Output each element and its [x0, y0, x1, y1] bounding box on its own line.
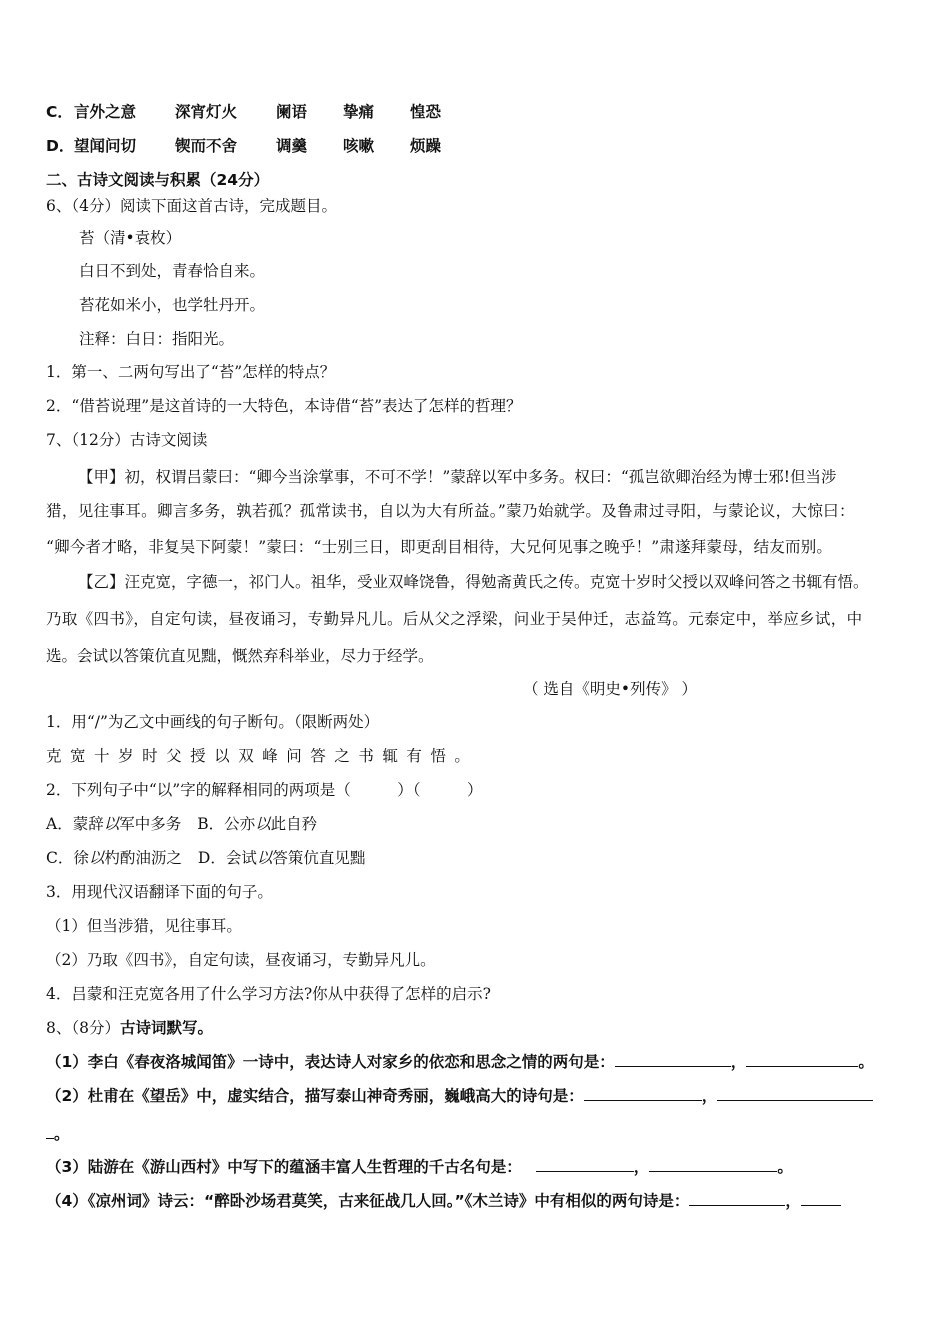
period: 。: [858, 1053, 874, 1071]
option-a-yi: 以: [103, 815, 120, 833]
q8-item-1: [46, 1052, 874, 1072]
option-c-pre: C．徐: [46, 849, 89, 867]
comma: ，: [701, 1087, 718, 1105]
q8-item-2-text: （2）杜甫在《望岳》中，虚实结合，描写泰山神奇秀丽，巍峨高大的诗句是：: [46, 1087, 584, 1105]
q8-item-4: [46, 1191, 841, 1211]
option-d: [198, 849, 365, 867]
option-d-row: [46, 136, 441, 156]
option-c-item: 惶恐: [410, 103, 442, 121]
answer-blank[interactable]: [649, 1157, 777, 1172]
q7-title: 7、（12分）古诗文阅读: [46, 431, 208, 449]
q7-sub-1-sentence: 克宽十岁时父授以双峰问答之书辄有悟。: [46, 747, 479, 765]
option-a: [46, 815, 181, 833]
passage-jia-line: [78, 467, 906, 487]
comma: ，: [730, 1053, 747, 1071]
option-b: [197, 815, 317, 833]
poem-line-2: 苔花如米小，也学牡丹开。: [79, 296, 266, 314]
q7-options-cd: [46, 848, 365, 868]
q6-sub-2: 2．“借苔说理”是这首诗的一大特色，本诗借“苔”表达了怎样的哲理？: [46, 397, 522, 415]
q6-sub-1: 1．第一、二两句写出了“苔”怎样的特点？: [46, 363, 336, 381]
comma: ，: [633, 1158, 650, 1176]
option-d-pre: D．会试: [197, 849, 257, 867]
option-c-label: C．: [46, 103, 73, 121]
passage-source: （ 选自《明史•列传》 ）: [523, 680, 697, 698]
option-a-post: 军中多务: [119, 815, 182, 833]
answer-blank[interactable]: [46, 1124, 54, 1139]
q8-title-number: 8、（8分）: [46, 1019, 120, 1037]
poem-line-1: 白日不到处，青春恰自来。: [79, 262, 266, 280]
option-b-pre: B．公亦: [197, 815, 256, 833]
passage-text: 【甲】初，权谓吕蒙曰：“卿今当涂掌事，不可不学！”蒙辞以军中多务。权曰：“孤岂欲卿治经为博士邪!但当涉: [78, 468, 837, 486]
q8-item-2-cont: [46, 1124, 70, 1144]
passage-yi-line: 乃取《四书》，自定句读，昼夜诵习，专勤异凡儿。后从父之浮梁，问业于吴仲迁，志益笃。元泰定中，举应乡试，中: [46, 610, 863, 628]
option-c: [46, 849, 182, 867]
q7-options-ab: [46, 814, 317, 834]
option-d-item: 烦躁: [410, 137, 442, 155]
q8-title: [46, 1018, 213, 1038]
option-d-item: 锲而不舍: [175, 137, 238, 155]
option-c-item: 阑语: [276, 103, 308, 121]
answer-blank[interactable]: [584, 1086, 702, 1101]
option-c-item: 挚痛: [343, 103, 375, 121]
q8-title-text: 古诗词默写。: [119, 1019, 213, 1037]
answer-blank[interactable]: [746, 1052, 858, 1067]
q8-item-1-text: （1）李白《春夜洛城闻笛》一诗中，表达诗人对家乡的依恋和思念之情的两句是：: [46, 1053, 615, 1071]
option-d-label: D．: [46, 137, 75, 155]
comma: ，: [785, 1192, 801, 1210]
passage-jia-line: “卿今者才略，非复吴下阿蒙！”蒙曰：“士别三日，即更刮目相待，大兄何见事之晚乎！”肃遂拜蒙母，结友而别。: [46, 538, 833, 556]
q7-sub-3-1: （1）但当涉猎，见往事耳。: [46, 917, 242, 935]
q7-sub-3: 3．用现代汉语翻译下面的句子。: [46, 883, 273, 901]
q7-sub-2: 2．下列句子中“以”字的解释相同的两项是（ ）（ ）: [46, 781, 483, 799]
option-d-yi: 以: [256, 849, 273, 867]
option-d-item: 调羹: [276, 137, 308, 155]
option-d-item: 咳嗽: [343, 137, 375, 155]
option-b-yi: 以: [255, 815, 271, 833]
answer-blank[interactable]: [536, 1157, 634, 1172]
option-c-item: 言外之意: [74, 103, 137, 121]
q8-item-2: [46, 1086, 873, 1106]
option-c-row: [46, 102, 441, 122]
option-a-pre: A．蒙辞: [46, 815, 104, 833]
section-2-heading: 二、古诗文阅读与积累（24分）: [46, 171, 270, 189]
q8-item-3: [46, 1157, 793, 1177]
q8-item-4-text: （4）《凉州词》诗云：“醉卧沙场君莫笑，古来征战几人回。”《木兰诗》中有相似的两句诗是：: [46, 1192, 690, 1210]
option-d-post: 答策伉直见黜: [272, 849, 366, 867]
period: 。: [54, 1125, 70, 1143]
answer-blank[interactable]: [689, 1191, 785, 1206]
option-c-yi: 以: [88, 849, 105, 867]
q7-sub-1: 1．用“/”为乙文中画线的句子断句。（限断两处）: [46, 713, 380, 731]
poem-title: 苔（清•袁枚）: [79, 229, 182, 247]
option-c-post: 杓酌油沥之: [104, 849, 182, 867]
answer-blank[interactable]: [801, 1191, 841, 1206]
poem-note: 注释：白日：指阳光。: [79, 330, 235, 348]
q7-sub-4: 4．吕蒙和汪克宽各用了什么学习方法?你从中获得了怎样的启示?: [46, 985, 491, 1003]
q6-title: 6、（4分）阅读下面这首古诗，完成题目。: [46, 197, 337, 215]
option-b-post: 此自矜: [270, 815, 318, 833]
option-c-item: 深宵灯火: [175, 103, 238, 121]
passage-yi-line: 选。会试以答策伉直见黜，慨然弃科举业，尽力于经学。: [46, 647, 434, 665]
answer-blank[interactable]: [615, 1052, 731, 1067]
period: 。: [777, 1158, 793, 1176]
option-d-item: 望闻问切: [74, 137, 137, 155]
q7-sub-3-2: （2）乃取《四书》，自定句读，昼夜诵习，专勤异凡儿。: [46, 951, 436, 969]
passage-jia-line: 猎，见往事耳。卿言多务，孰若孤？孤常读书，自以为大有所益。”蒙乃始就学。及鲁肃过寻阳，与蒙论议，大惊曰：: [46, 502, 855, 520]
q8-item-3-text: （3）陆游在《游山西村》中写下的蕴涵丰富人生哲理的千古名句是：: [46, 1158, 522, 1176]
passage-yi-line: 【乙】汪克宽，字德一，祁门人。祖华，受业双峰饶鲁，得勉斋黄氏之传。克宽十岁时父授以双峰问答之书辄有悟。: [78, 573, 869, 591]
answer-blank[interactable]: [717, 1086, 873, 1101]
